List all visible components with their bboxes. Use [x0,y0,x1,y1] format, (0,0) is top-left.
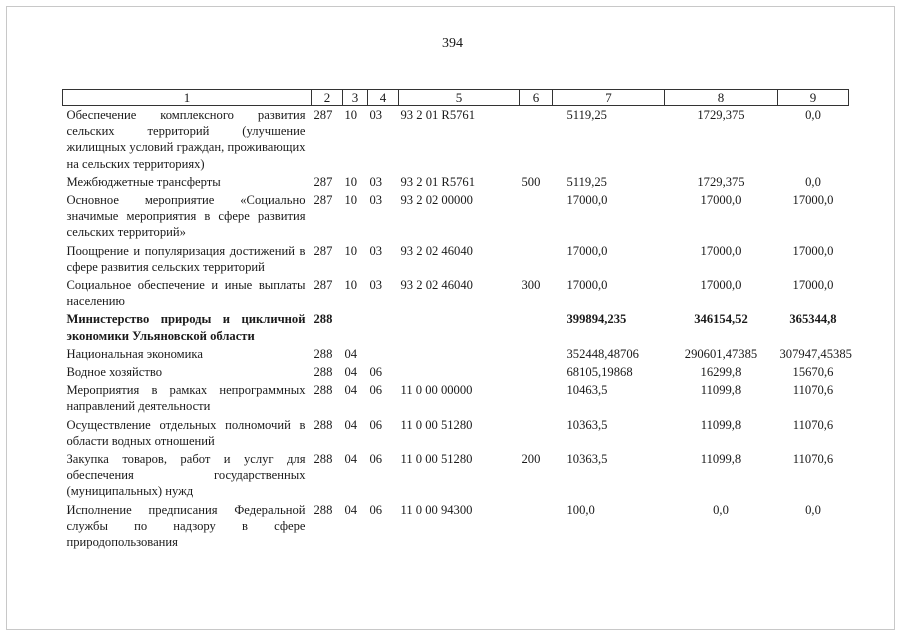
amount-col-7: 10363,5 [566,452,608,467]
ministry-code: 288 [313,502,333,517]
subsection-code: 06 [369,365,383,380]
subsection-code: 06 [369,383,383,398]
section-code: 04 [344,365,358,380]
amount-col-7: 68105,19868 [566,365,633,380]
amount-col-9: 17000,0 [792,278,834,293]
amount-col-9: 0,0 [805,502,821,517]
expense-type-code: 500 [521,174,541,189]
budget-item-name: Осуществление отдельных полномочий в области водных отношений [66,417,306,448]
subsection-code: 06 [369,417,383,432]
subsection-code: 03 [369,108,383,122]
amount-col-7: 17000,0 [566,193,608,208]
target-article-code: 11 0 00 00000 [400,383,473,398]
amount-col-7: 10463,5 [566,383,608,398]
table-row [63,174,849,192]
target-article-code: 93 2 01 R5761 [400,174,476,189]
target-article-code [399,311,520,345]
amount-col-9: 11070,6 [792,417,834,432]
table-body [63,106,852,553]
amount-col-8: 290601,47385 [684,346,758,361]
amount-col-9: 17000,0 [792,193,834,208]
amount-col-7: 100,0 [566,502,595,517]
expense-type-code [520,382,553,416]
section-code: 04 [344,452,358,467]
expense-type-code [520,502,553,553]
expense-type-code [520,243,553,277]
amount-col-7: 17000,0 [566,278,608,293]
amount-col-9: 11070,6 [792,383,834,398]
amount-col-8: 0,0 [713,502,729,517]
column-header: 8 [665,90,778,106]
amount-col-8: 16299,8 [700,365,742,380]
target-article-code: 11 0 00 94300 [400,502,473,517]
expense-type-code [520,106,553,174]
table-row [63,192,849,243]
expense-type-code: 200 [521,452,541,467]
section-code: 10 [344,174,358,189]
column-header: 2 [312,90,343,106]
budget-item-name: Мероприятия в рамках непрограммных направлений деятельности [66,383,306,414]
section-code: 04 [344,502,358,517]
table-row [63,382,849,416]
subsection-code: 03 [369,193,383,208]
target-article-code: 93 2 02 46040 [400,278,473,293]
budget-item-name: Закупка товаров, работ и услуг для обеспечения государственных (муниципальных) нужд [66,452,306,499]
amount-col-9: 0,0 [805,174,821,189]
header-row [63,90,849,106]
column-header: 4 [368,90,399,106]
target-article-code: 11 0 00 51280 [400,417,473,432]
amount-col-9: 11070,6 [792,452,834,467]
section-code: 10 [344,108,358,122]
amount-col-8: 11099,8 [700,417,742,432]
section-code: 04 [344,417,358,432]
subsection-code [368,311,399,345]
table-row [63,502,849,553]
ministry-code: 288 [313,312,333,327]
table-row [63,311,849,345]
amount-col-8: 11099,8 [700,383,742,398]
amount-col-9: 0,0 [805,108,821,122]
target-article-code: 93 2 02 46040 [400,243,473,258]
ministry-code: 287 [313,174,333,189]
amount-col-8: 1729,375 [697,108,745,122]
target-article-code: 93 2 02 00000 [400,193,473,208]
section-code: 04 [344,383,358,398]
amount-col-9: 307947,45385 [779,346,852,361]
subsection-code: 03 [369,243,383,258]
column-header: 1 [63,90,312,106]
amount-col-8: 17000,0 [700,193,742,208]
ministry-code: 287 [313,278,333,293]
amount-col-7: 399894,235 [566,312,627,327]
table-row [63,106,849,174]
table-row [63,364,849,382]
subsection-code: 03 [369,174,383,189]
amount-col-9: 17000,0 [792,243,834,258]
column-header: 9 [778,90,849,106]
budget-item-name: Межбюджетные трансферты [66,174,221,189]
column-header: 6 [520,90,553,106]
section-code: 10 [344,193,358,208]
amount-col-8: 17000,0 [700,278,742,293]
amount-col-8: 346154,52 [694,312,748,327]
table-row [63,451,849,502]
ministry-code: 287 [313,108,333,122]
budget-table [62,89,852,552]
subsection-code [368,346,399,364]
amount-col-8: 17000,0 [700,243,742,258]
target-article-code: 93 2 01 R5761 [400,108,476,122]
budget-item-name: Водное хозяйство [66,365,163,380]
budget-item-name: Исполнение предписания Федеральной службы по надзору в сфере природопользования [66,502,306,550]
amount-col-7: 10363,5 [566,417,608,432]
expense-type-code [520,417,553,451]
table-row [63,243,849,277]
section-code [343,311,368,345]
budget-item-name: Обеспечение комплексного развития сельских территорий (улучшение жилищных условий граждан, проживающих на сельских территориях) [66,108,306,171]
subsection-code: 06 [369,452,383,467]
ministry-code: 287 [313,243,333,258]
section-code: 04 [344,346,358,361]
table-row [63,277,849,311]
budget-item-name: Основное мероприятие «Социально значимые мероприятия в сфере развития сельских территорий» [66,193,306,240]
budget-item-name: Социальное обеспечение и иные выплаты населению [66,278,306,309]
section-code: 10 [344,243,358,258]
column-header: 3 [343,90,368,106]
amount-col-7: 17000,0 [566,243,608,258]
amount-col-8: 11099,8 [700,452,742,467]
amount-col-9: 15670,6 [792,365,834,380]
target-article-code [399,364,520,382]
ministry-code: 288 [313,346,333,361]
expense-type-code [520,346,553,364]
budget-item-name: Поощрение и популяризация достижений в сфере развития сельских территорий [66,243,306,274]
ministry-code: 288 [313,365,333,380]
amount-col-8: 1729,375 [697,174,745,189]
target-article-code: 11 0 00 51280 [400,452,473,467]
table-row [63,346,849,364]
amount-col-7: 5119,25 [566,108,607,122]
budget-item-name: Министерство природы и цикличной экономики Ульяновской области [66,312,306,343]
table-row [63,417,849,451]
subsection-code: 06 [369,502,383,517]
subsection-code: 03 [369,278,383,293]
expense-type-code [520,311,553,345]
ministry-code: 287 [313,193,333,208]
expense-type-code [520,192,553,243]
ministry-code: 288 [313,383,333,398]
amount-col-7: 5119,25 [566,174,607,189]
page-number: 394 [442,36,463,51]
amount-col-9: 365344,8 [789,312,837,327]
expense-type-code [520,364,553,382]
ministry-code: 288 [313,417,333,432]
section-code: 10 [344,278,358,293]
budget-item-name: Национальная экономика [66,346,203,361]
target-article-code [399,346,520,364]
amount-col-7: 352448,48706 [566,346,639,361]
ministry-code: 288 [313,452,333,467]
column-header: 5 [399,90,520,106]
column-header: 7 [553,90,665,106]
expense-type-code: 300 [521,278,541,293]
